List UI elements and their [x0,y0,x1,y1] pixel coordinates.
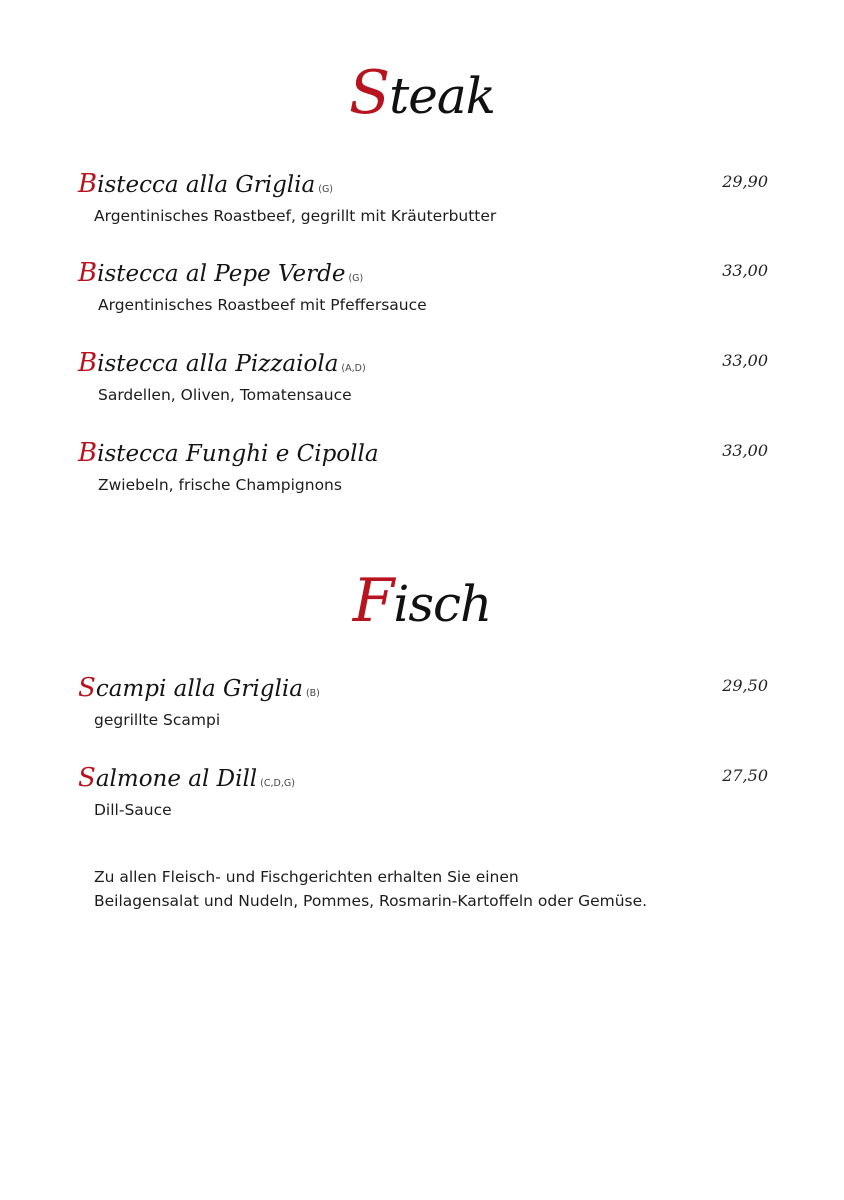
menu-item-name-rest: istecca al Pepe Verde [97,261,346,287]
menu-item-name-initial: B [78,258,98,288]
menu-item-description: gegrillte Scampi [94,711,221,729]
section-title-steak [0,58,844,128]
menu-item-name [78,170,778,204]
menu-item-description: Zwiebeln, frische Champignons [98,476,342,494]
section-title-initial: S [349,58,390,128]
section-title-initial: F [352,566,394,636]
menu-item-name [78,764,778,798]
menu-item-price: 33,00 [722,441,768,460]
menu-item [78,259,778,314]
menu-item-name-initial: B [78,348,98,378]
menu-item-name-initial: B [78,169,98,199]
menu-item-name [78,349,778,383]
menu-item-price: 27,50 [722,766,768,785]
menu-item-price: 29,90 [722,172,768,191]
menu-item-allergens: (A,D) [341,363,366,374]
section-title-rest: isch [393,575,492,633]
menu-item-price: 33,00 [722,351,768,370]
menu-item-description: Sardellen, Oliven, Tomatensauce [98,386,352,404]
menu-item-name [78,259,778,293]
menu-item-name-initial: B [78,438,98,468]
menu-item [78,170,778,225]
menu-item-description: Argentinisches Roastbeef mit Pfeffersauce [98,296,427,314]
menu-item-name [78,439,778,473]
menu-item [78,349,778,404]
menu-item [78,439,778,494]
menu-item-allergens: (C,D,G) [260,778,295,789]
menu-item-name-rest: istecca alla Pizzaiola [97,351,339,377]
menu-item-description: Dill-Sauce [94,801,172,819]
menu-item-name [78,674,778,708]
menu-item-allergens: (G) [348,273,364,284]
menu-item-name-initial: S [78,673,96,703]
menu-item-name-rest: istecca alla Griglia [97,172,316,198]
menu-item-price: 33,00 [722,261,768,280]
menu-item-name-initial: S [78,763,96,793]
menu-item-name-rest: campi alla Griglia [95,676,303,702]
menu-item-allergens: (G) [318,184,334,195]
section-title-fisch [0,566,844,636]
side-dish-note-line: Zu allen Fleisch- und Fischgerichten erhalten Sie einen [94,868,519,886]
menu-item [78,674,778,729]
menu-item-name-rest: istecca Funghi e Cipolla [97,441,379,467]
menu-item-name-rest: almone al Dill [95,766,258,792]
section-title-rest: teak [389,67,495,125]
menu-item-price: 29,50 [722,676,768,695]
menu-item [78,764,778,819]
menu-item-description: Argentinisches Roastbeef, gegrillt mit Kräuterbutter [94,207,497,225]
side-dish-note [94,865,647,913]
side-dish-note-line: Beilagensalat und Nudeln, Pommes, Rosmarin-Kartoffeln oder Gemüse. [94,892,648,910]
menu-item-allergens: (B) [305,688,320,699]
